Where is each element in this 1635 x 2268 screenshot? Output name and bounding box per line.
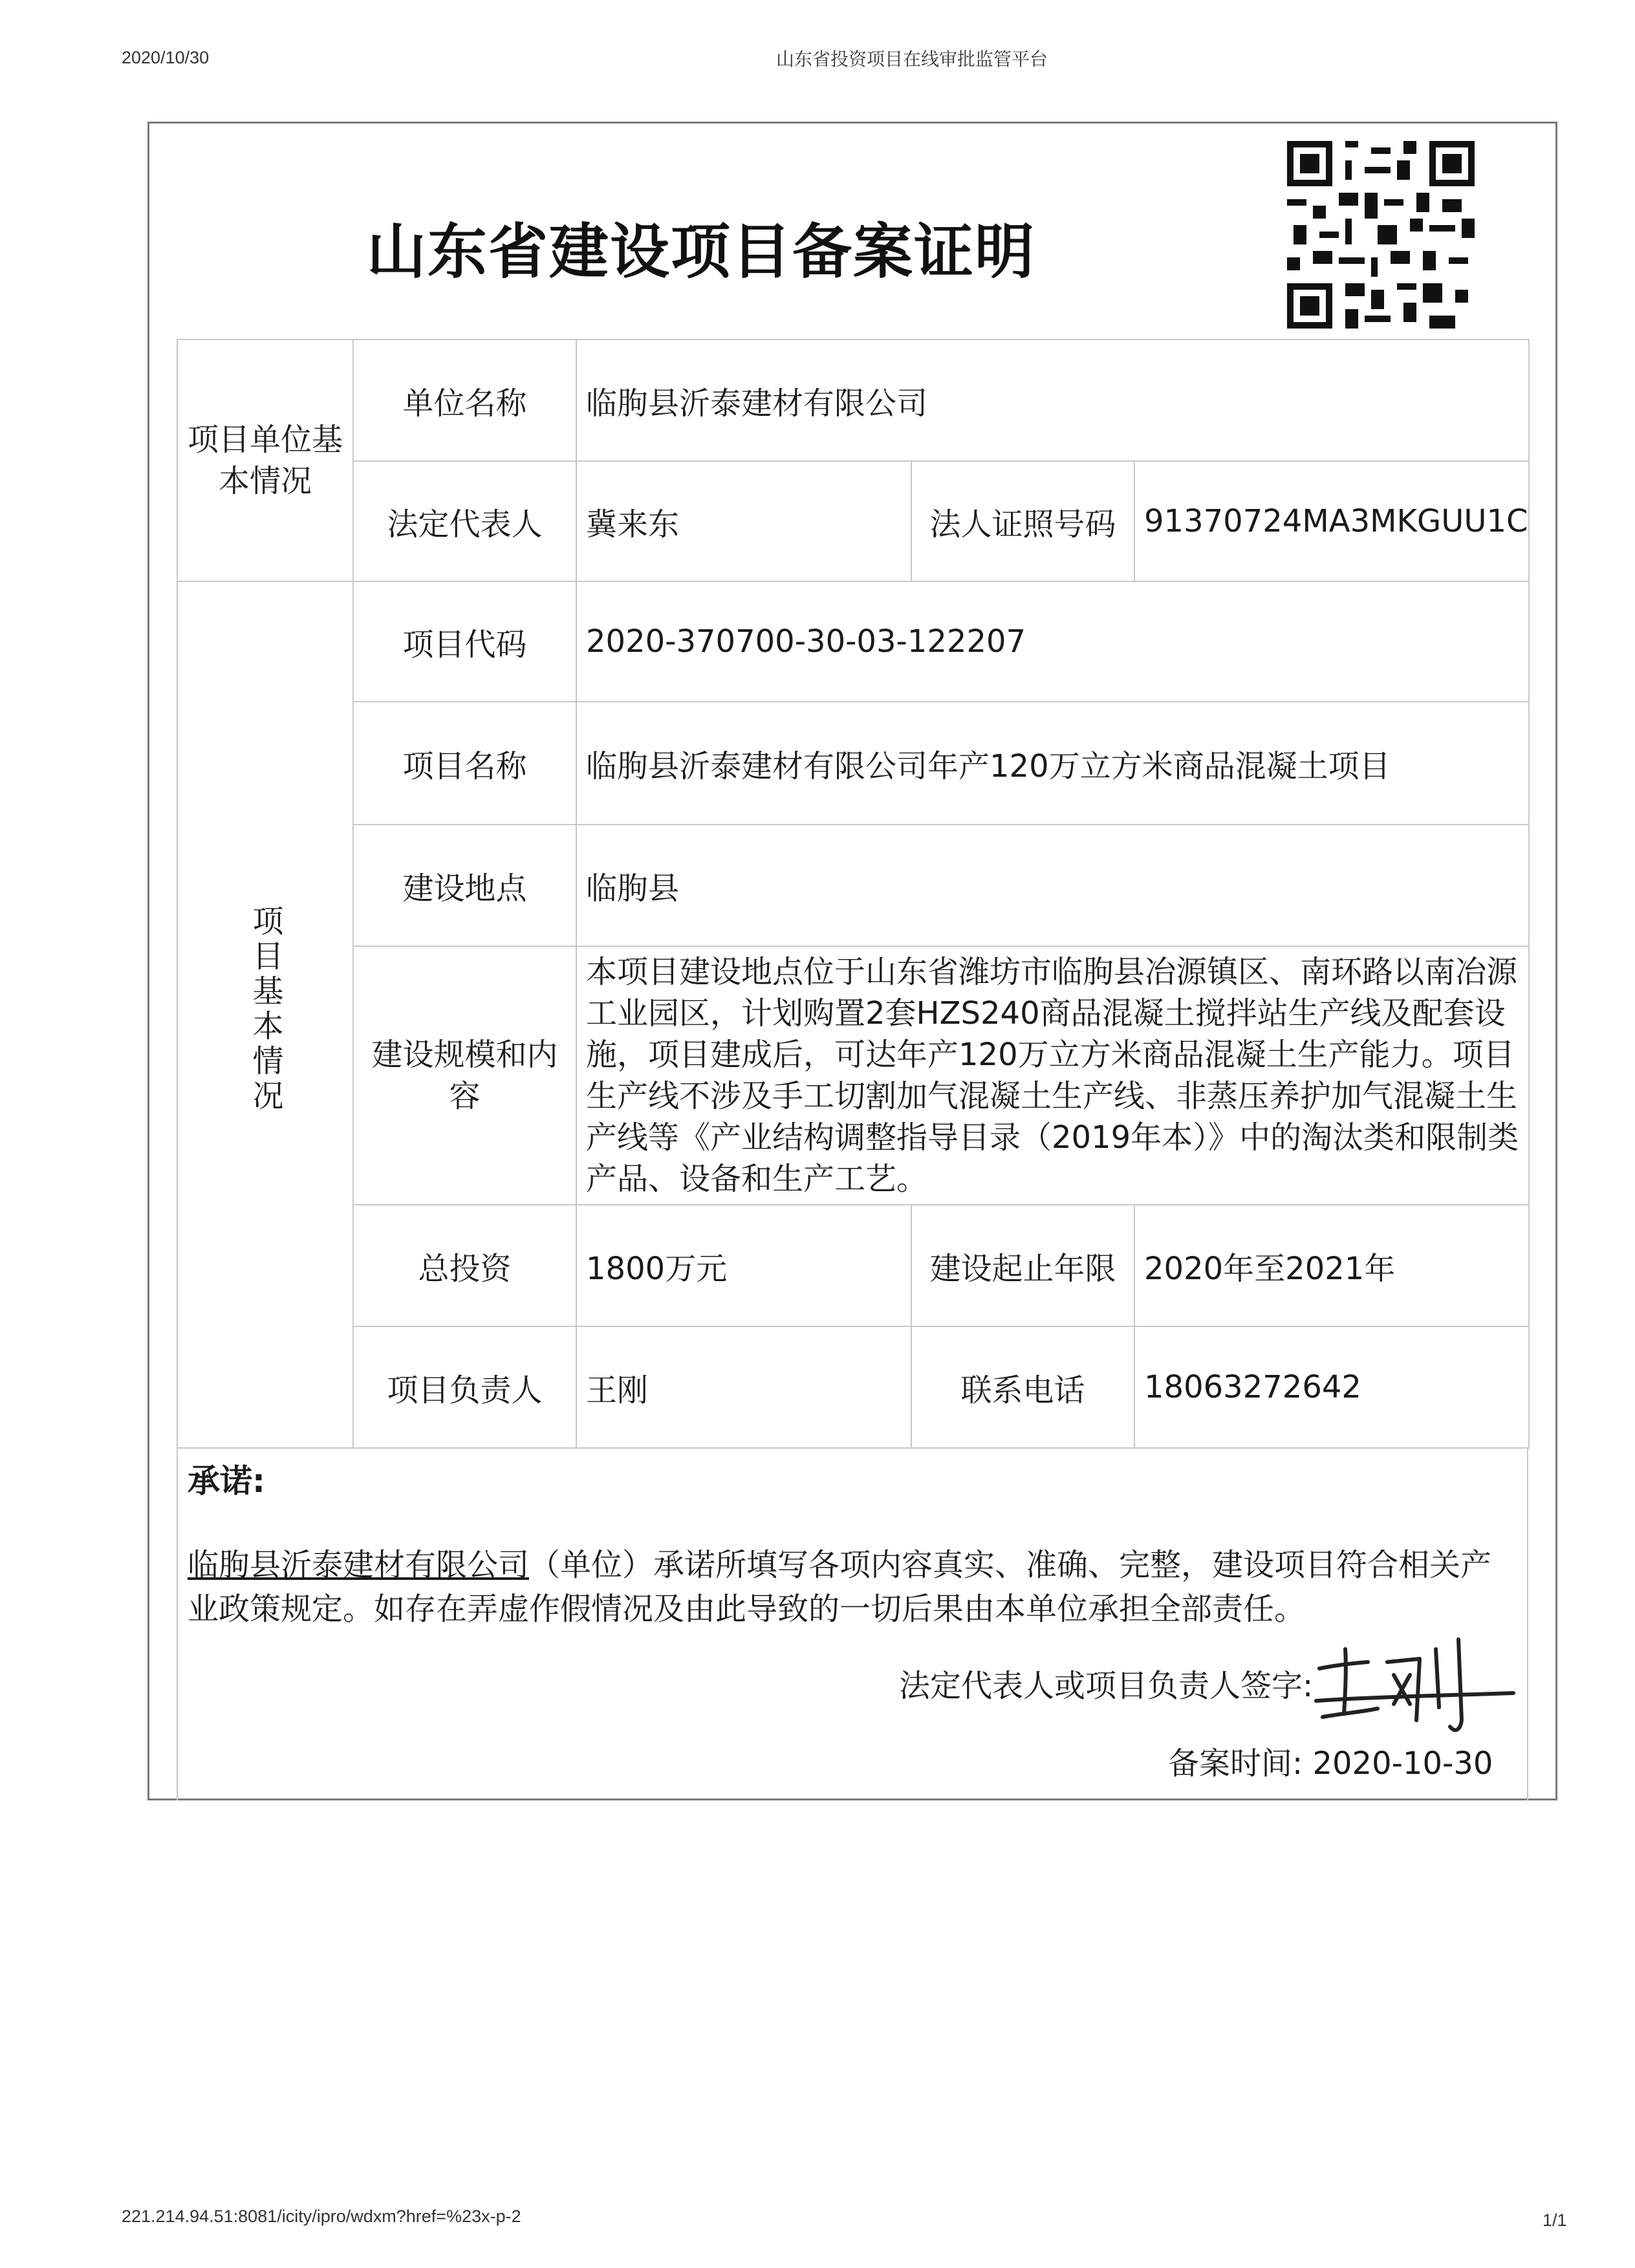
project-name-value: 临朐县沂泰建材有限公司年产120万立方米商品混凝土项目 [576,702,1529,825]
table-row [177,1326,1529,1448]
unit-name-value: 临朐县沂泰建材有限公司 [576,340,1529,461]
table-row [177,702,1529,825]
project-group-cell [177,581,353,1448]
location-label: 建设地点 [353,825,576,946]
investment-value: 1800万元 [576,1205,911,1326]
project-code-value: 2020-370700-30-03-122207 [576,581,1529,702]
promise-body: （单位）承诺所填写各项内容真实、准确、完整，建设项目符合相关产业政策规定。如存在弄虚作假情况及由此导致的一切后果由本单位承担全部责任。 [188,1547,1492,1627]
scale-value: 本项目建设地点位于山东省潍坊市临朐县冶源镇区、南环路以南冶源工业园区，计划购置2套HZS240商品混凝土搅拌站生产线及配套设施，项目建成后，可达年产120万立方米商品混凝土生产能力。项目生产线不涉及手工切割加气混凝土生产线、非蒸压养护加气混凝土生产线等《产业结构调整指导目录（2019年本）》中的淘汰类和限制类产品、设备和生产工艺。 [576,946,1529,1205]
promise-title: 承诺: [188,1462,265,1500]
manager-label: 项目负责人 [353,1326,576,1448]
phone-label: 联系电话 [911,1326,1134,1448]
table-row [177,581,1529,702]
investment-label: 总投资 [353,1205,576,1326]
manager-value: 王刚 [576,1326,911,1448]
site-title: 山东省投资项目在线审批监管平台 [776,49,1048,70]
legal-rep-value: 冀来东 [576,461,911,581]
period-value: 2020年至2021年 [1134,1205,1529,1326]
table-row [177,461,1529,581]
project-group-label: 项目基本情况 [247,905,283,1114]
legal-rep-label: 法定代表人 [353,461,576,581]
license-value: 91370724MA3MKGUU1C [1134,461,1529,581]
table-row [177,825,1529,946]
project-name-label: 项目名称 [353,702,576,825]
footer-page-number: 1/1 [1543,2210,1567,2230]
document-title-text: 山东省建设项目备案证明 [366,217,1035,286]
promise-company: 临朐县沂泰建材有限公司 [188,1547,530,1583]
qr-code-icon [1287,141,1475,329]
license-label: 法人证照号码 [911,461,1134,581]
signature-label: 法定代表人或项目负责人签字: [899,1668,1314,1704]
info-table [177,339,1530,1449]
phone-value: 18063272642 [1134,1326,1529,1448]
print-date: 2020/10/30 [122,48,210,67]
project-code-label: 项目代码 [353,581,576,702]
table-row [177,340,1529,461]
footer-url: 221.214.94.51:8081/icity/ipro/wdxm?href=%23x-p-2 [122,2207,521,2226]
table-row [177,1205,1529,1326]
handwritten-signature [1306,1623,1526,1740]
location-value: 临朐县 [576,825,1529,946]
scale-label: 建设规模和内容 [353,946,576,1205]
period-label: 建设起止年限 [911,1205,1134,1326]
filing-date-label: 备案时间: [1168,1745,1303,1782]
filing-date [1168,1738,1493,1783]
filing-date-value: 2020-10-30 [1312,1745,1493,1782]
unit-name-label: 单位名称 [353,340,576,461]
promise-text [188,1543,1513,1631]
unit-group-label: 项目单位基本情况 [177,340,353,581]
table-row [177,946,1529,1205]
